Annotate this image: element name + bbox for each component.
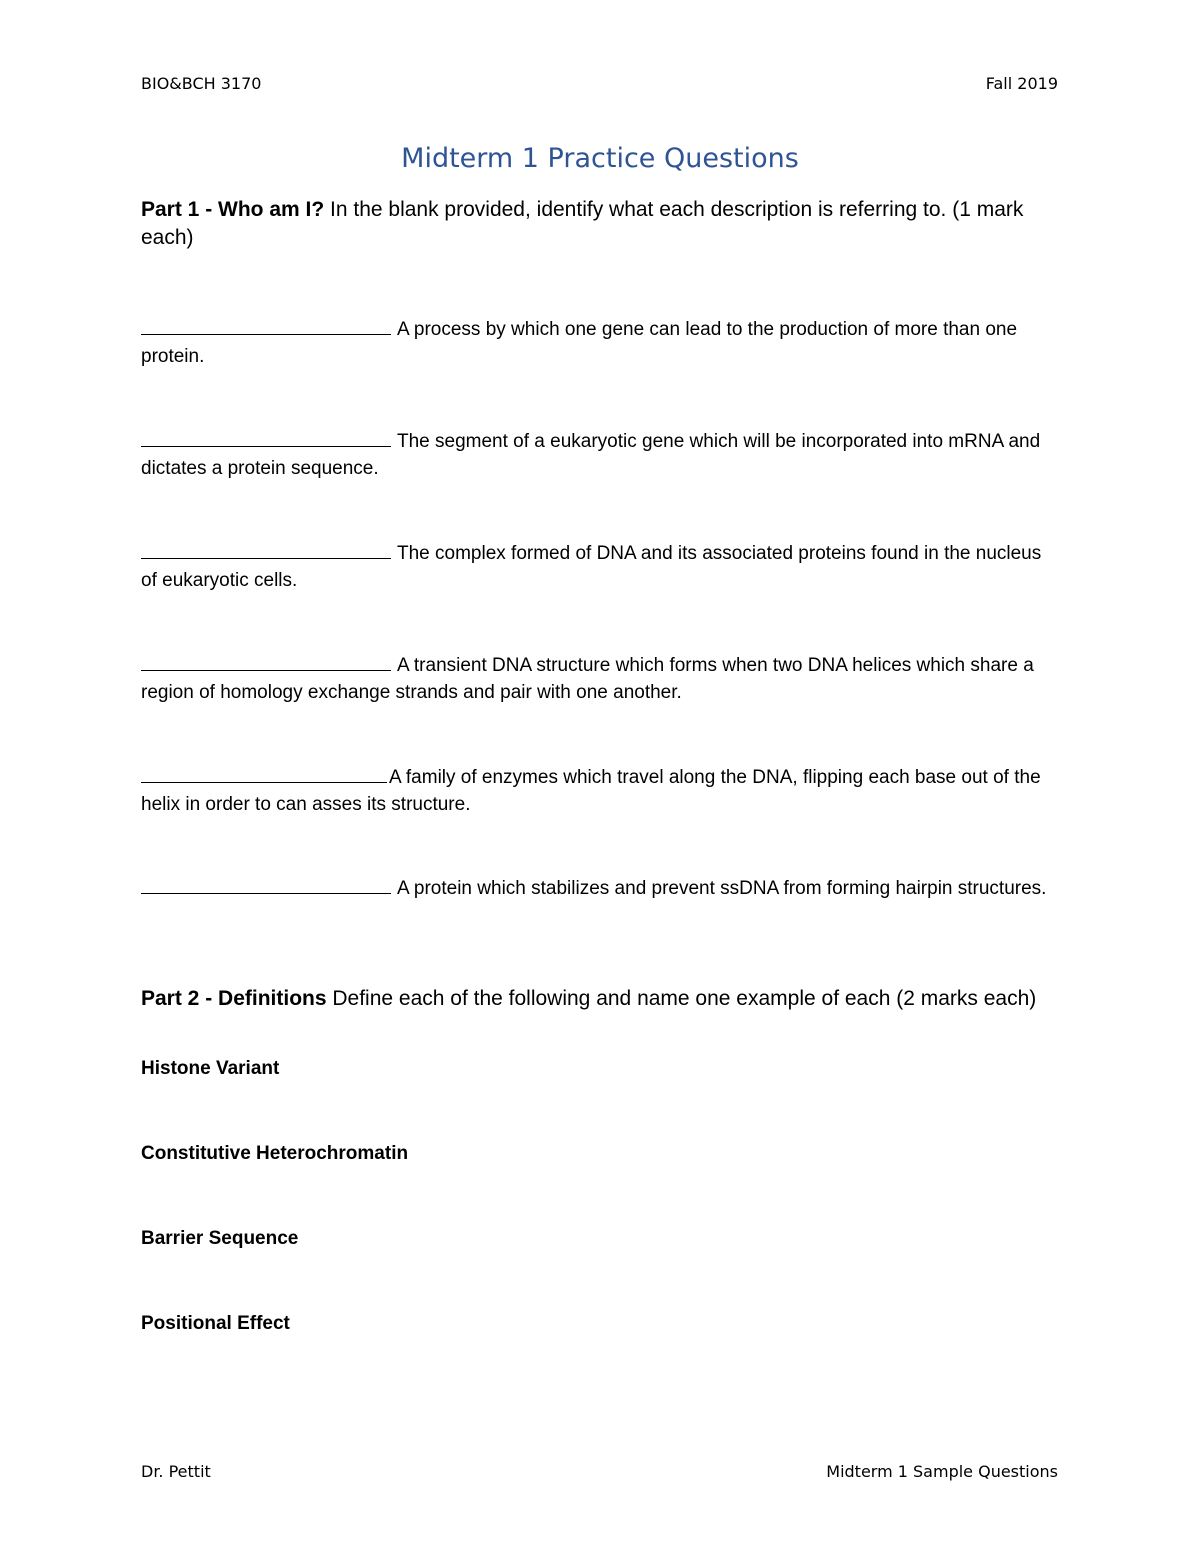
definition-term: Constitutive Heterochromatin <box>141 1143 409 1164</box>
question-item <box>141 425 1061 482</box>
definition-term: Barrier Sequence <box>141 1228 299 1249</box>
question-item <box>141 313 1061 370</box>
part1-heading-text: In the blank provided, identify what each description is referring to. (1 mark each) <box>141 198 1024 249</box>
footer-document-name: Midterm 1 Sample Questions <box>826 1462 1058 1481</box>
footer-instructor: Dr. Pettit <box>141 1462 211 1481</box>
page-title: Midterm 1 Practice Questions <box>401 143 799 174</box>
answer-blank[interactable] <box>141 649 391 671</box>
question-text: The segment of a eukaryotic gene which will be incorporated into mRNA and dictates a protein sequence. <box>141 431 1041 479</box>
question-text: A transient DNA structure which forms when two DNA helices which share a region of homology exchange strands and pair with one another. <box>141 655 1034 703</box>
header-course-code: BIO&BCH 3170 <box>141 74 262 93</box>
definition-term: Histone Variant <box>141 1058 280 1079</box>
definition-term: Positional Effect <box>141 1313 290 1334</box>
answer-blank[interactable] <box>141 313 391 335</box>
question-text: A protein which stabilizes and prevent ssDNA from forming hairpin structures. <box>397 878 1047 899</box>
answer-blank[interactable] <box>141 537 391 559</box>
question-item <box>141 761 1061 818</box>
question-item <box>141 537 1061 594</box>
part1-heading-bold: Part 1 - Who am I? <box>141 198 325 221</box>
answer-blank[interactable] <box>141 872 391 894</box>
question-text: A family of enzymes which travel along the DNA, flipping each base out of the helix in order to can asses its structure. <box>141 767 1041 815</box>
answer-blank[interactable] <box>141 425 391 447</box>
question-item <box>141 649 1061 706</box>
part2-heading-text: Define each of the following and name one example of each (2 marks each) <box>326 987 1037 1010</box>
question-text: A process by which one gene can lead to the production of more than one protein. <box>141 319 1018 367</box>
part2-heading <box>141 985 1061 1013</box>
header-term: Fall 2019 <box>985 74 1058 93</box>
question-text: The complex formed of DNA and its associated proteins found in the nucleus of eukaryotic cells. <box>141 543 1042 591</box>
part2-heading-bold: Part 2 - Definitions <box>141 987 327 1010</box>
part1-heading <box>141 196 1061 252</box>
answer-blank[interactable] <box>141 761 387 783</box>
question-item <box>141 872 1061 902</box>
